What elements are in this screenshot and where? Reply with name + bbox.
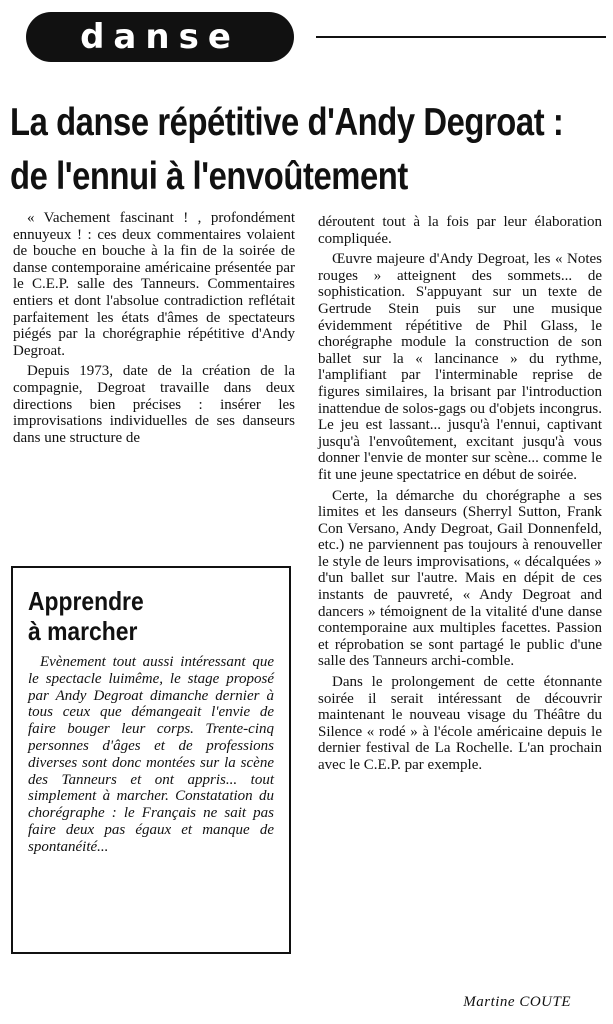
right-paragraph-4: Dans le prolongement de cette étonnante soirée il serait intéressant de découvrir maintenant le nouveau visage du Théâtre du Silence « rodé » à l'école américaine depuis le dernier festival de La Rochelle. L'an prochain avec le C.E.P. par exemple. [318,674,602,773]
author-signature: Martine COUTE [463,994,571,1010]
inset-title-line-2: à marcher [28,616,138,646]
inset-title [28,586,244,646]
inset-box [11,566,291,954]
left-paragraph-2: Depuis 1973, date de la création de la compagnie, Degroat travaille dans deux directions bien précises : insérer les improvisations individuelles de ses danseurs dans une structure de [13,363,295,446]
inset-body: Evènement tout aussi intéressant que le spectacle luimême, le stage proposé par Andy Degroat dimanche dernier à tous ceux que démangeait l'envie de faire bouger leur corps. Trente-cinq personnes d'âges et de professions diverses sont donc montées sur la scène des Tanneurs et ont appris... tout simplement à marcher. Constatation du chorégraphe : le Français ne sait pas faire deux pas égaux et manque de spontanéité... [28,654,274,855]
section-tag: danse [26,12,294,62]
left-column [13,210,295,446]
right-paragraph-2: Œuvre majeure d'Andy Degroat, les « Notes rouges » atteignent des sommets... de sophistication. S'appuyant sur un texte de Gertrude Stein puis sur une musique évidemment répétitive de Phil Glass, le chorégraphe module la construction de son ballet sur la « lancinance » du rythme, l'amplifiant par l'interminable reprise de figures similaires, la brisant par l'introduction inattendue de solos-gags ou d'objets incongrus. Le jeu est lassant... jusqu'à l'ennui, captivant jusqu'à l'envoûtement, excitant jusqu'à vous donner l'envie de monter sur scène... comme le fit une jeune spectatrice en début de soirée. [318,251,602,483]
right-paragraph-1: déroutent tout à la fois par leur élaboration compliquée. [318,214,602,247]
headline [10,96,564,204]
page-header [0,0,613,80]
right-paragraph-3: Certe, la démarche du chorégraphe a ses limites et les danseurs (Sherryl Sutton, Frank Con Versano, Andy Degroat, Gail Donnenfeld, etc.) ne parviennent pas toujours à renouveller le style de leurs improvisations, « décalquées » d'un ballet sur l'autre. Mais en dépit de ces instants de pauvreté, « Andy Degroat and dancers » témoignent de la vitalité d'une danse contemporaine aux multiples facettes. Passion et réprobation se sont partagé le public d'une salle des Tanneurs archi-comble. [318,487,602,670]
left-paragraph-1: « Vachement fascinant ! , profondément ennuyeux ! : ces deux commentaires volaient de bouche en bouche à la fin de la soirée de danse contemporaine américaine présentée par le C.E.P. salle des Tanneurs. Commentaires entiers et dont l'absolue contradiction reflétait parfaitement les états d'âmes de spectateurs piégés par la chorégraphie répétitive d'Andy Degroat. [13,210,295,359]
inset-title-line-1: Apprendre [28,586,144,616]
header-rule [316,36,606,38]
headline-line-2: de l'ennui à l'envoûtement [10,155,408,198]
headline-line-1: La danse répétitive d'Andy Degroat : [10,101,564,144]
right-column [318,214,602,774]
